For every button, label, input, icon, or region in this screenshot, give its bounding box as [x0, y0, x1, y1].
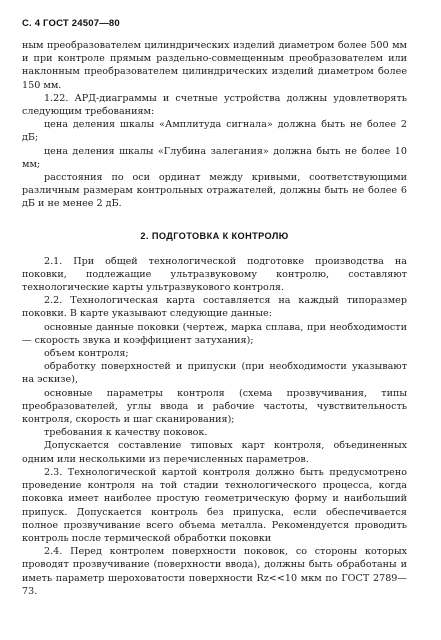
section-2 [22, 255, 407, 598]
list-item-inspection-parameters: основные параметры контроля (схема прозвучивания, типы преобразователей, углы ввода и рабочие частоты, чувствительность контроля, скорость и шаг сканирования); [22, 387, 407, 426]
list-item-surface-treatment: обработку поверхностей и припуски (при необходимости указывают на эскизе), [22, 361, 407, 386]
clause-1-22: 1.22. АРД-диаграммы и счетные устройства должны удовлетворять следующим требованиям: [22, 92, 407, 118]
page-header: С. 4 ГОСТ 24507—80 [22, 18, 120, 29]
clause-2-2: 2.2. Технологическая карта составляется на каждый типоразмер поковки. В карте указывают следующие данные: [22, 295, 407, 320]
continued-paragraph: ным преобразователем цилиндрических изделий диаметром более 500 мм и при контроле прямым раздельно-совмещенным преобразователем или наклонным преобразователем цилиндрических изделий диаметром более 150 мм. [22, 40, 407, 91]
clause-2-4: 2.4. Перед контролем поверхности поковок, со стороны которых проводят прозвучивание (поверхности ввода), должны быть обработаны и иметь параметр шероховатости поверхности Rz<<10 мкм по ГОСТ 2789—73. [22, 546, 407, 597]
list-item-inspection-scope: объем контроля; [44, 348, 129, 360]
section-2-heading: 2. ПОДГОТОВКА К КОНТРОЛЮ [140, 230, 289, 241]
requirement-amplitude-scale: цена деления шкалы «Амплитуда сигнала» должна быть не более 2 дБ; [22, 119, 407, 144]
clause-2-3: 2.3. Технологической картой контроля должно быть предусмотрено проведение контроля на той стадии технологического процесса, когда поковка имеет наиболее простую геометрическую форму и наибольший припуск. Допускается контроль без припуска, если обеспечивается полное прозвучивание всего объема металла. Рекомендуется проводить контроль после термической обработки поковки [22, 466, 407, 544]
typical-cards-note: Допускается составление типовых карт контроля, объединенных одним или несколькими из перечисленных параметров. [22, 440, 407, 465]
list-item-forging-data: основные данные поковки (чертеж, марка сплава, при необходимости — скорость звука и коэффициент затухания); [22, 321, 407, 346]
list-item-quality-requirements: требования к качеству поковок. [44, 427, 208, 439]
clause-2-1: 2.1. При общей технологической подготовке производства на поковки, подлежащие ультразвуковому контролю, составляют технологические карты ультразвукового контроля. [22, 255, 407, 294]
section-1 [22, 39, 407, 211]
requirement-depth-scale: цена деления шкалы «Глубина залегания» должна быть не более 10 мм; [22, 145, 407, 170]
requirement-curve-spacing: расстояния по оси ординат между кривыми, соответствующими различным размерам контрольных отражателей, должны быть не более 6 дБ и не менее 2 дБ. [22, 172, 407, 210]
